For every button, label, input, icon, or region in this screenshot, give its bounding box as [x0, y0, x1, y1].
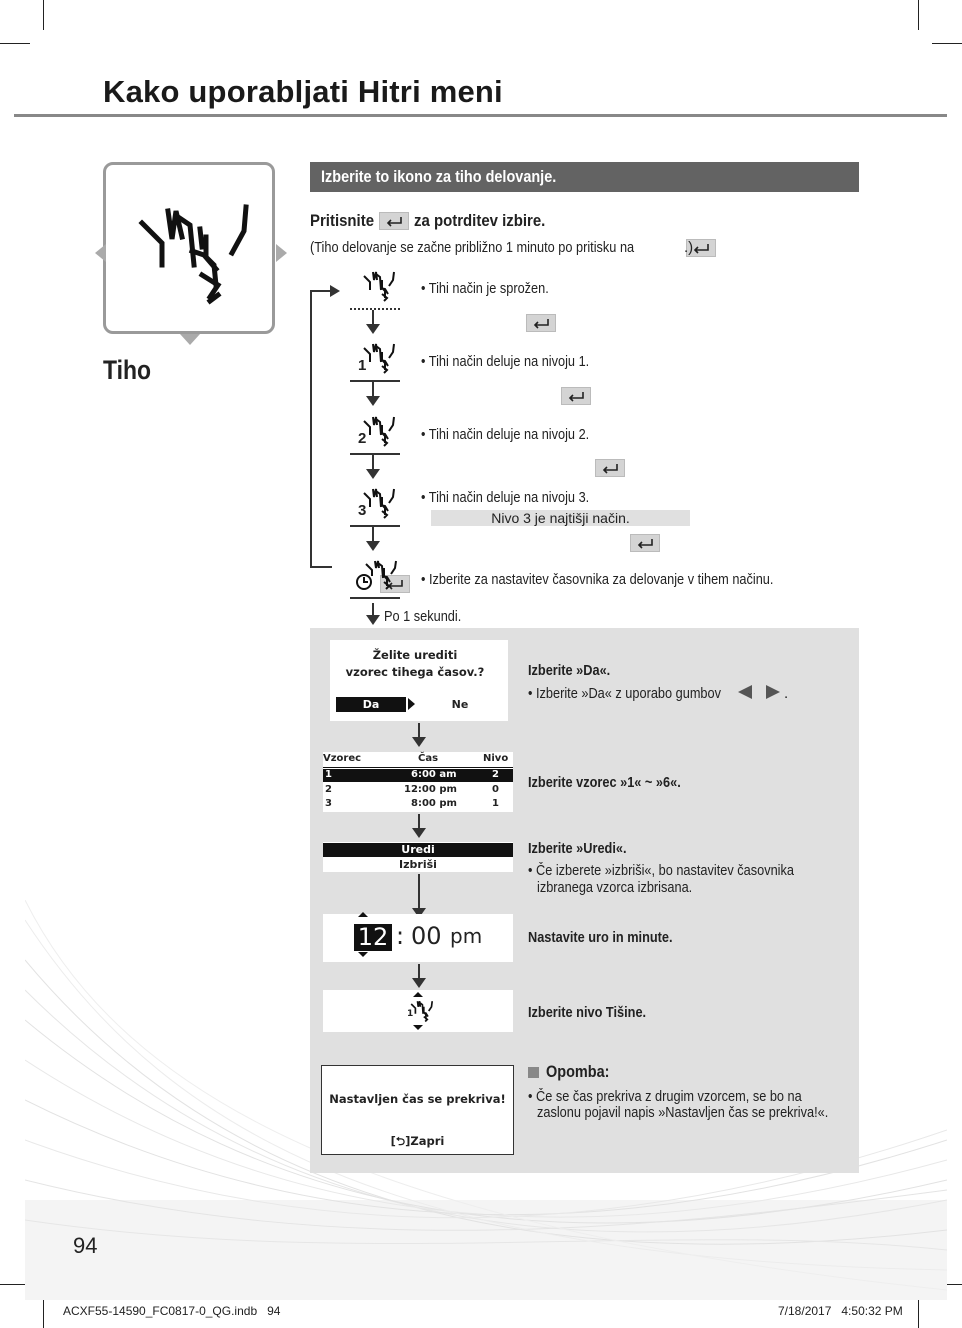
- table-row[interactable]: 2 12:00 pm 0: [325, 784, 499, 795]
- step-level: 1: [358, 357, 367, 374]
- step-level: 2: [358, 430, 367, 447]
- footer-file: ACXF55-14590_FC0817-0_QG.indb 94: [63, 1304, 281, 1318]
- enter-key-icon: [630, 534, 660, 552]
- press-instruction: [310, 211, 383, 231]
- table-row[interactable]: 3 8:00 pm 1: [325, 798, 499, 809]
- timer-hand-icon: [354, 558, 400, 599]
- right-button-icon: [766, 685, 780, 699]
- footer-timestamp: 7/18/2017 4:50:32 PM: [778, 1304, 903, 1318]
- step-divider: [350, 597, 400, 599]
- flow-arrow-icon: [372, 527, 374, 543]
- loop-line-bottom: [310, 566, 332, 568]
- quiet-mode-icon-box[interactable]: [103, 162, 275, 334]
- press-after: za potrditev izbire.: [414, 211, 546, 230]
- flow-arrow-icon: [372, 455, 374, 471]
- enter-key-icon: [379, 212, 409, 230]
- loop-line: [310, 290, 312, 566]
- press-note-end: .): [684, 239, 694, 256]
- table-row[interactable]: 1 6:00 am 2: [323, 769, 513, 782]
- loop-line-top: [310, 290, 332, 292]
- crop-mark: [932, 43, 962, 44]
- dialog-line1: Želite urediti: [372, 648, 458, 662]
- crop-mark: [0, 43, 30, 44]
- flow-arrow-icon: [418, 964, 420, 980]
- step-divider: [350, 525, 400, 527]
- dialog-line2: vzorec tihega časov.?: [345, 665, 485, 679]
- note-text1: • Če se čas prekriva z drugim vzorcem, se bo na: [528, 1088, 802, 1105]
- col-level: Nivo: [483, 753, 509, 764]
- warning-message: Nastavljen čas se prekriva!: [329, 1092, 506, 1106]
- time-separator: :: [396, 922, 405, 950]
- down-arrow-icon[interactable]: [180, 334, 200, 345]
- enter-key-icon: [595, 459, 625, 477]
- step-level: 3: [358, 502, 367, 519]
- up-arrow-icon[interactable]: [358, 912, 368, 917]
- crop-mark: [43, 0, 44, 30]
- flow-arrow-icon: [418, 814, 420, 830]
- press-note: [310, 239, 694, 256]
- section-header-text: Izberite to ikono za tiho delovanje.: [321, 167, 557, 186]
- mode-label: Tiho: [103, 355, 152, 385]
- section-header: [310, 162, 859, 192]
- right-arrow-icon[interactable]: [276, 244, 287, 262]
- level-setting-screen: [323, 990, 513, 1032]
- page-title: Kako uporabljati Hitri meni: [103, 74, 503, 109]
- instr2-title: Izberite vzorec »1« ~ »6«.: [528, 774, 681, 791]
- overlap-warning-dialog: [321, 1065, 514, 1155]
- step-text: • Tihi način je sprožen.: [421, 280, 549, 297]
- instr3-title: Izberite »Uredi«.: [528, 840, 627, 857]
- step-divider: [350, 380, 400, 382]
- title-rule: [14, 114, 947, 117]
- flow-arrow-icon: [372, 603, 374, 617]
- step-divider: [350, 453, 400, 455]
- instr3-text1: • Če izberete »izbriši«, bo nastavitev časovnika: [528, 862, 794, 879]
- page-number: 94: [73, 1233, 98, 1258]
- hour-field[interactable]: 12: [354, 924, 392, 951]
- instr1-text: • Izberite »Da« z uporabo gumbov: [528, 685, 722, 702]
- delete-menu-item[interactable]: Izbriši: [399, 858, 437, 871]
- close-button[interactable]: [⮌]Zapri: [390, 1134, 445, 1148]
- step-divider: [350, 308, 400, 310]
- left-button-icon: [738, 685, 752, 699]
- instr1-title: Izberite »Da«.: [528, 662, 611, 679]
- step-text: • Tihi način deluje na nivoju 2.: [421, 426, 590, 443]
- step-hand-icon: [358, 268, 398, 309]
- enter-key-icon: [561, 387, 591, 405]
- step-text: • Izberite za nastavitev časovnika za delovanje v tihem načinu.: [421, 571, 774, 588]
- press-before: Pritisnite: [310, 211, 375, 230]
- instr1-end: .: [784, 685, 789, 702]
- note-text2: zaslonu pojavil napis »Nastavljen čas se prekriva!«.: [537, 1104, 829, 1121]
- flow-arrow-icon: [418, 874, 420, 910]
- cursor-arrow-icon: [408, 698, 415, 710]
- col-pattern: Vzorec: [323, 753, 362, 764]
- yes-button[interactable]: Da: [336, 697, 406, 712]
- pattern-table: [323, 752, 513, 812]
- press-note-text: (Tiho delovanje se začne približno 1 minuto po pritisku na: [310, 239, 635, 256]
- crop-mark: [918, 1298, 919, 1328]
- step-text: • Tihi način deluje na nivoju 1.: [421, 353, 590, 370]
- edit-menu: [323, 842, 513, 872]
- step-text: • Tihi način deluje na nivoju 3.: [421, 489, 590, 506]
- down-arrow-icon[interactable]: [358, 952, 368, 957]
- instr3-text2: izbranega vzorca izbrisana.: [537, 879, 693, 896]
- crop-mark: [918, 0, 919, 30]
- crop-mark: [43, 1298, 44, 1328]
- level-value[interactable]: 1: [407, 1009, 414, 1019]
- flow-arrow-icon: [372, 310, 374, 326]
- ampm-field[interactable]: pm: [450, 924, 483, 948]
- up-arrow-icon[interactable]: [413, 992, 423, 997]
- down-arrow-icon[interactable]: [413, 1025, 423, 1030]
- loop-arrow-icon: [330, 285, 340, 297]
- after-1s-text: Po 1 sekundi.: [384, 608, 462, 625]
- note-square-icon: [528, 1067, 539, 1078]
- flow-arrow-icon: [372, 382, 374, 398]
- flow-arrow-icon: [418, 723, 420, 739]
- quiet-hand-icon: [106, 165, 272, 331]
- level3-note: Nivo 3 je najtišji način.: [431, 510, 690, 526]
- edit-menu-item[interactable]: Uredi: [323, 843, 513, 857]
- enter-key-icon: [526, 314, 556, 332]
- table-header-rule: [323, 767, 513, 768]
- press-after-wrap: [414, 211, 563, 231]
- left-arrow-icon[interactable]: [95, 244, 106, 262]
- col-time: Čas: [418, 753, 439, 764]
- instr5-title: Izberite nivo Tišine.: [528, 1004, 647, 1021]
- minute-field[interactable]: 00: [411, 922, 442, 950]
- instr4-title: Nastavite uro in minute.: [528, 929, 673, 946]
- edit-pattern-dialog: [330, 640, 508, 721]
- no-button[interactable]: Ne: [451, 698, 469, 711]
- time-setting-screen: [323, 914, 513, 962]
- note-title: Opomba:: [546, 1062, 610, 1081]
